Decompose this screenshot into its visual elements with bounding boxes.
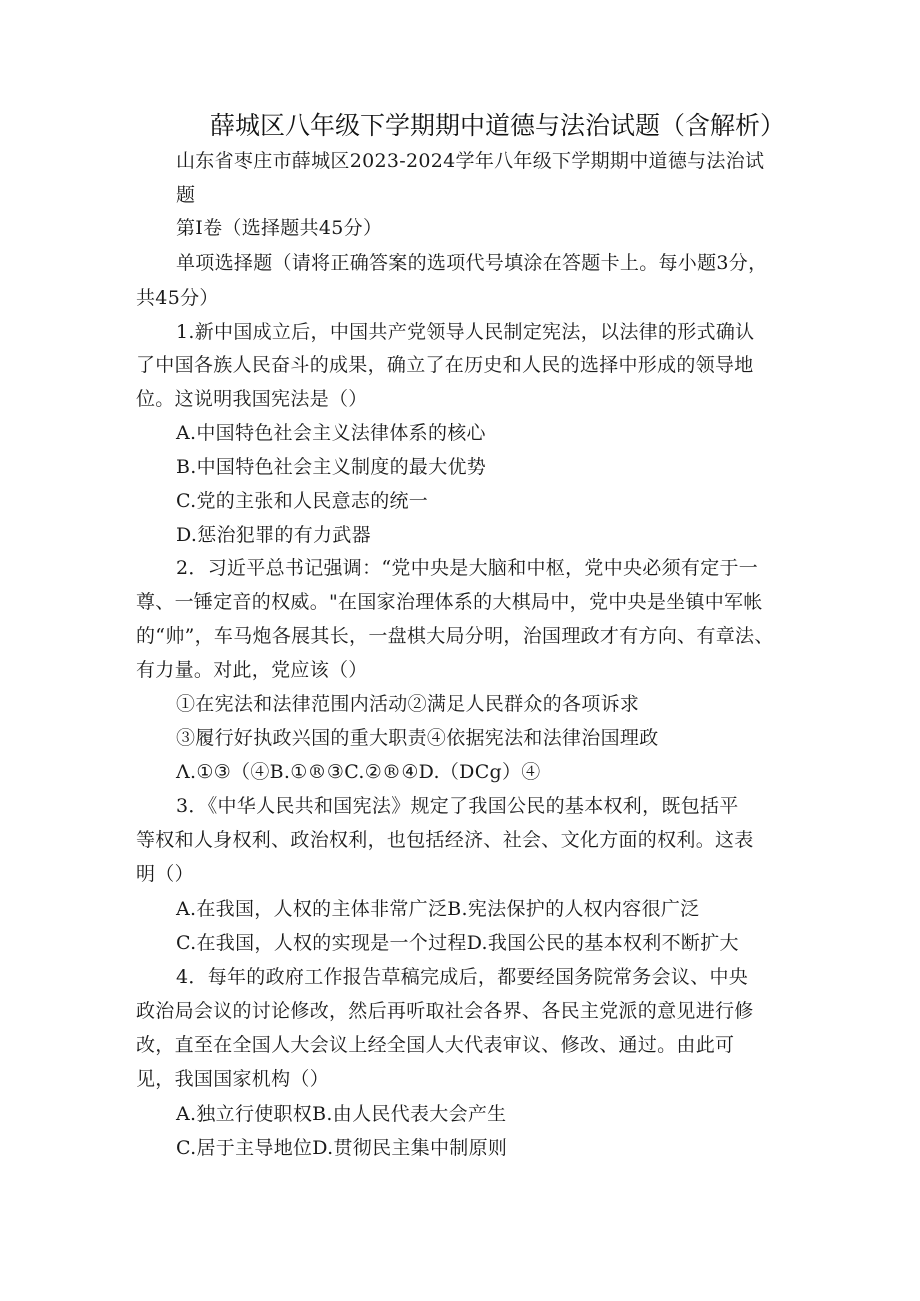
question-1-option-d: D.惩治犯罪的有力武器 <box>176 524 371 546</box>
subtitle-line: 山东省枣庄市薛城区2023-2024学年八年级下学期期中道德与法治试 <box>176 150 765 172</box>
question-4-stem: 见，我国国家机构（） <box>136 1068 330 1090</box>
question-1-option-a: A.中国特色社会主义法律体系的核心 <box>176 422 486 444</box>
question-2-stem: 有力量。对此，党应该（） <box>136 659 368 681</box>
question-2-options: Λ.①③（④B.①®③C.②®④D.（DCg）④ <box>176 761 541 783</box>
question-1-option-b: B.中国特色社会主义制度的最大优势 <box>176 456 487 478</box>
question-3-options: C.在我国，人权的实现是一个过程D.我国公民的基本权利不断扩大 <box>176 932 739 954</box>
question-4-stem: 改，直至在全国人大会议上经全国人大代表审议、修改、通过。由此可 <box>136 1034 735 1056</box>
question-2-statement: ③履行好执政兴国的重大职责④依据宪法和法律治国理政 <box>176 727 659 749</box>
section-heading: 第Ⅰ卷（选择题共45分） <box>176 217 383 239</box>
question-4-stem: 政治局会议的讨论修改，然后再听取社会各界、各民主党派的意见进行修 <box>136 1000 754 1022</box>
question-3-stem: 3．《中华人民共和国宪法》规定了我国公民的基本权利，既包括平 <box>176 795 739 817</box>
question-1-option-c: C.党的主张和人民意志的统一 <box>176 490 429 512</box>
document-title: 薛城区八年级下学期期中道德与法治试题（含解析） <box>210 111 786 140</box>
question-1-stem: 1.新中国成立后，中国共产党领导人民制定宪法，以法律的形式确认 <box>176 321 755 343</box>
question-3-stem: 明（） <box>136 863 194 885</box>
question-2-stem: 的“帅”，车马炮各展其长，一盘棋大局分明，治国理政才有方向、有章法、 <box>136 625 774 647</box>
question-4-options: C.居于主导地位D.贯彻民主集中制原则 <box>176 1137 508 1159</box>
question-2-stem: 尊、一锤定音的权威。"在国家治理体系的大棋局中，党中央是坐镇中军帐 <box>136 591 763 613</box>
question-2-statement: ①在宪法和法律范围内活动②满足人民群众的各项诉求 <box>176 693 640 715</box>
question-1-stem: 了中国各族人民奋斗的成果，确立了在历史和人民的选择中形成的领导地 <box>136 354 754 376</box>
question-4-stem: 4．每年的政府工作报告草稿完成后，都要经国务院常务会议、中央 <box>176 966 749 988</box>
question-4-options: A.独立行使职权B.由人民代表大会产生 <box>176 1103 507 1125</box>
instruction-line: 单项选择题（请将正确答案的选项代号填涂在答题卡上。每小题3分， <box>176 252 768 274</box>
question-2-stem: 2．习近平总书记强调：“党中央是大脑和中枢，党中央必须有定于一 <box>176 557 759 579</box>
question-3-stem: 等权和人身权利、政治权利，也包括经济、社会、文化方面的权利。这表 <box>136 829 754 851</box>
subtitle-line: 题 <box>176 184 196 206</box>
instruction-line: 共45分） <box>136 287 219 309</box>
question-3-options: A.在我国，人权的主体非常广泛B.宪法保护的人权内容很广泛 <box>176 898 700 920</box>
question-1-stem: 位。这说明我国宪法是（） <box>136 388 368 410</box>
